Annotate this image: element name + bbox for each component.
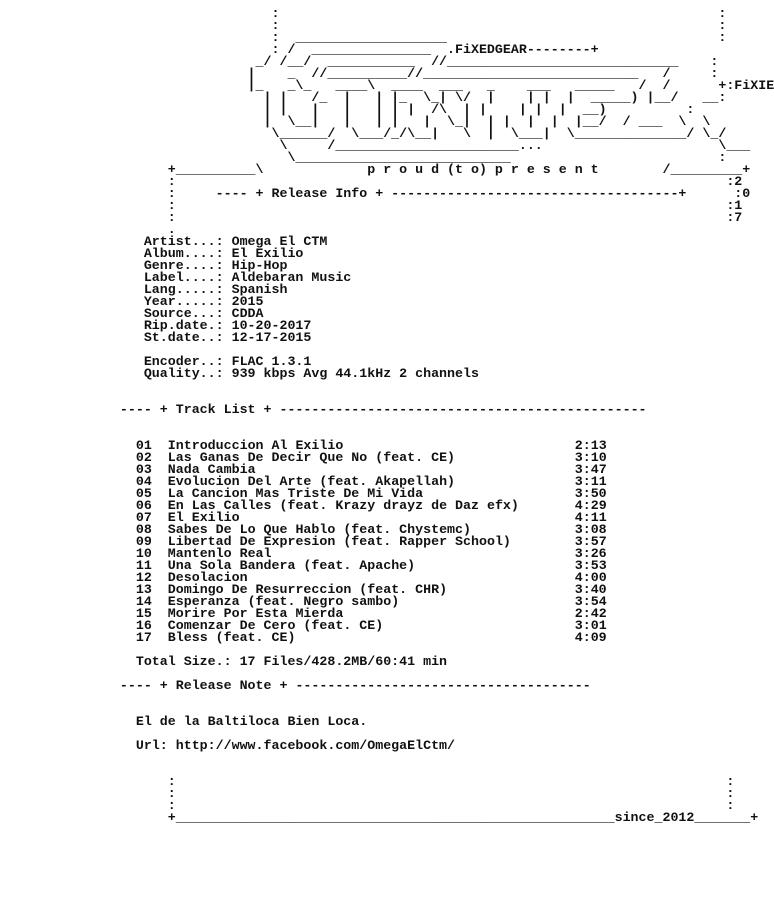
track-title: Libertad De Expresion (feat. Rapper School) — [167, 534, 511, 549]
track-title: Mantenlo Real — [167, 546, 272, 561]
track-number: 08 — [135, 522, 152, 537]
track-number: 10 — [135, 546, 152, 561]
track-time: 3:01 — [574, 618, 607, 633]
track-number: 04 — [135, 474, 152, 489]
release-info-block: Artist...: Omega El CTM Album....: El Exilio Genre....: Hip-Hop Label....: Aldebaran Music Lang.....: Spanish Year.....: 2015 Source...: CDDA Rip.date.: 10-20-2017 St.date..: 12-17-2015 Encoder..: FLAC 1.3.1 Quality..: 939 kbps Avg 44.1kHz 2 channels — [72, 234, 479, 381]
track-time: 2:13 — [574, 438, 607, 453]
release-note-header: ---- + Release Note + ------------------------------------- — [119, 678, 591, 693]
track-number: 14 — [135, 594, 152, 609]
track-title: El Exilio — [167, 510, 240, 525]
track-number: 05 — [135, 486, 152, 501]
ascii-banner: : : : : : ___________________ : : / _______________ .FiXEDGEAR--------+ _/ /__/ ___________ //_____________________________ : | _ //__________//___________________________ / : |_ _\_ ____\ ____ ___ _ ___ _____ / / +:FiXIE | | /_ | | |_ \_| \/ | | | | _____) |__/ __: | | | | | | | /\ | | | | | __) : | \__| | | | | \_| | | | | |__/ / ___ \ \ \______/ \___/_/\__| \ | \___| \______________/ \_/ \ /_______________________... \___ \___________________________ : +__________\ p r o u d (t o) p r e s e n t /_________+ : :2 : ---- + Release Info + ------------------------------------+ :0 : :1 : :7 . — [167, 6, 774, 237]
track-title: Introduccion Al Exilio — [167, 438, 344, 453]
track-title: Domingo De Resurreccion (feat. CHR) — [167, 582, 448, 597]
track-number: 09 — [135, 534, 152, 549]
track-time: 2:42 — [574, 606, 607, 621]
track-time: 4:09 — [574, 630, 607, 645]
track-time: 3:47 — [574, 462, 607, 477]
track-time: 3:26 — [574, 546, 607, 561]
label-value: Aldebaran Music — [231, 270, 352, 285]
encoder-value: FLAC 1.3.1 — [231, 354, 312, 369]
track-title: Evolucion Del Arte (feat. Akapellah) — [167, 474, 456, 489]
genre-value: Hip-Hop — [231, 258, 288, 273]
track-number: 17 — [135, 630, 152, 645]
track-number: 01 — [135, 438, 152, 453]
track-title: Una Sola Bandera (feat. Apache) — [167, 558, 416, 573]
release-url: Url: http://www.facebook.com/OmegaElCtm/ — [135, 738, 456, 753]
track-time: 3:54 — [574, 594, 607, 609]
album-value: El Exilio — [231, 246, 304, 261]
track-number: 13 — [135, 582, 152, 597]
rip-date-value: 10-20-2017 — [231, 318, 312, 333]
track-title: Sabes De Lo Que Hablo (feat. Chystemc) — [167, 522, 471, 537]
track-time: 3:40 — [574, 582, 607, 597]
track-list-header: ---- + Track List + ---------------------------------------------- — [119, 402, 647, 417]
track-time: 4:11 — [574, 510, 607, 525]
st-date-value: 12-17-2015 — [231, 330, 312, 345]
quality-value: 939 kbps Avg 44.1kHz 2 channels — [231, 366, 479, 381]
track-number: 03 — [135, 462, 152, 477]
track-time: 3:57 — [574, 534, 607, 549]
track-time: 4:00 — [574, 570, 607, 585]
track-number: 15 — [135, 606, 152, 621]
artist-value: Omega El CTM — [231, 234, 328, 249]
track-number: 07 — [135, 510, 152, 525]
release-note-text: El de la Baltiloca Bien Loca. — [135, 714, 368, 729]
track-row — [72, 630, 607, 645]
nfo-document — [72, 8, 774, 824]
track-title: Comenzar De Cero (feat. CE) — [167, 618, 384, 633]
year-value: 2015 — [231, 294, 264, 309]
total-size: Total Size.: 17 Files/428.2MB/60:41 min — [135, 654, 448, 669]
track-time: 3:11 — [574, 474, 607, 489]
track-time: 4:29 — [574, 498, 607, 513]
track-number: 02 — [135, 450, 152, 465]
track-title: En Las Calles (feat. Krazy drayz de Daz efx) — [167, 498, 519, 513]
track-title: Morire Por Esta Mierda — [167, 606, 344, 621]
track-number: 16 — [135, 618, 152, 633]
track-time: 3:10 — [574, 450, 607, 465]
track-list — [72, 438, 607, 645]
track-time: 3:53 — [574, 558, 607, 573]
ascii-footer: : : : : : : +_______________________________________________________since_2012_______+ — [167, 774, 759, 825]
track-number: 06 — [135, 498, 152, 513]
track-time: 3:50 — [574, 486, 607, 501]
track-title: Nada Cambia — [167, 462, 256, 477]
track-title: Desolacion — [167, 570, 248, 585]
lang-value: Spanish — [231, 282, 288, 297]
track-title: Esperanza (feat. Negro sambo) — [167, 594, 400, 609]
source-value: CDDA — [231, 306, 264, 321]
track-title: Bless (feat. CE) — [167, 630, 296, 645]
track-time: 3:08 — [574, 522, 607, 537]
track-title: La Cancion Mas Triste De Mi Vida — [167, 486, 424, 501]
track-number: 11 — [135, 558, 152, 573]
track-number: 12 — [135, 570, 152, 585]
track-title: Las Ganas De Decir Que No (feat. CE) — [167, 450, 456, 465]
